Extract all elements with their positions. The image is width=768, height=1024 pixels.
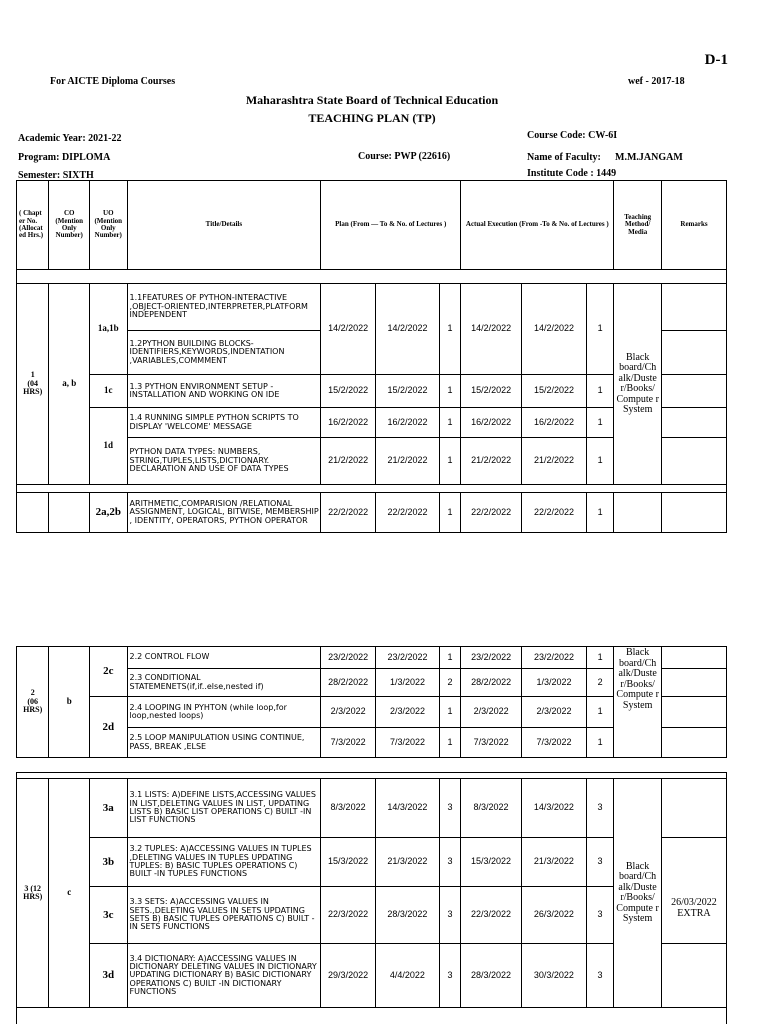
topic-title: 3.3 SETS: A)ACCESSING VALUES IN SETS.,DELETING VALUES IN SETS UPDATING SETS B) BASIC TUPLES OPERATIONS C) BUILT -IN SETS FUNCTIONS: [127, 887, 321, 944]
plan-from: 7/3/2022: [321, 728, 376, 758]
plan-to: 4/4/2022: [375, 944, 439, 1008]
faculty-label: Name of Faculty:: [527, 152, 601, 163]
plan-lectures: 3: [439, 887, 460, 944]
plan-to: 21/3/2022: [375, 838, 439, 887]
teaching-method: Black board/Ch alk/Duste r/Books/ Compute r System: [614, 284, 662, 485]
actual-lectures: 3: [586, 887, 613, 944]
plan-to: 15/2/2022: [376, 375, 440, 408]
remarks-cell: [662, 331, 727, 375]
teaching-plan-table-page1: [16, 180, 728, 536]
actual-lectures: 1: [586, 438, 613, 485]
remarks-cell: 26/03/2022 EXTRA: [661, 838, 726, 944]
topic-title: 2.4 LOOPING IN PYHTON (while loop,for loop,nested loops): [127, 697, 321, 728]
plan-from: 14/2/2022: [321, 284, 376, 375]
actual-to: 30/3/2022: [521, 944, 586, 1008]
plan-to: 28/3/2022: [375, 887, 439, 944]
actual-lectures: 1: [586, 493, 613, 533]
topic-title: 3.1 LISTS: A)DEFINE LISTS,ACCESSING VALUES IN LIST,DELETING VALUES IN LIST, UPDATING LISTS B) BASIC LIST OPERATIONS C) BUILT -IN LIST FUNCTIONS: [127, 779, 321, 838]
teaching-method: Black board/Ch alk/Duste r/Books/ Compute r System: [614, 779, 662, 1008]
actual-to: 21/2/2022: [522, 438, 587, 485]
table-row: [17, 284, 727, 331]
plan-lectures: 1: [439, 284, 460, 375]
topic-title: ARITHMETIC,COMPARISION /RELATIONAL ASSIGNMENT, LOGICAL, BITWISE, MEMBERSHIP , IDENTITY, OPERATORS, PYTHON OPERATOR: [127, 493, 321, 533]
col-uo-header: UO (Mention Only Number): [90, 181, 128, 270]
table-row: [17, 779, 727, 838]
actual-lectures: 3: [586, 944, 613, 1008]
actual-lectures: 1: [586, 375, 613, 408]
actual-to: 26/3/2022: [521, 887, 586, 944]
topic-title: 3.2 TUPLES: A)ACCESSING VALUES IN TUPLES ,DELETING VALUES IN TUPLES UPDATING TUPLES: B) BASIC TUPLES OPERATIONS C) BUILT -IN TUPLES FUNCTIONS: [127, 838, 321, 887]
actual-from: 21/2/2022: [461, 438, 522, 485]
plan-from: 22/2/2022: [321, 493, 376, 533]
semester: Semester: SIXTH: [18, 170, 94, 181]
remarks-cell: [662, 284, 727, 331]
plan-lectures: 2: [439, 669, 460, 697]
topic-title: 2.3 CONDITIONAL STATEMENETS(if,if..else,nested if): [127, 669, 321, 697]
actual-to: 1/3/2022: [522, 669, 587, 697]
co-cell: c: [49, 779, 90, 1008]
course-code: Course Code: CW-6I: [527, 130, 618, 141]
spacer-row: [17, 270, 727, 284]
actual-from: 23/2/2022: [461, 647, 522, 669]
academic-year: Academic Year: 2021-22: [18, 133, 122, 144]
faculty-name: M.M.JANGAM: [615, 152, 683, 163]
actual-to: 15/2/2022: [522, 375, 587, 408]
plan-lectures: 1: [439, 408, 460, 438]
plan-from: 21/2/2022: [321, 438, 376, 485]
plan-from: 16/2/2022: [321, 408, 376, 438]
plan-to: 14/2/2022: [376, 284, 440, 375]
co-cell: a, b: [49, 284, 90, 485]
spacer-row: [17, 1008, 727, 1024]
institute-code: Institute Code : 1449: [527, 168, 617, 179]
actual-lectures: 2: [586, 669, 613, 697]
plan-to: 1/3/2022: [376, 669, 440, 697]
actual-to: 16/2/2022: [522, 408, 587, 438]
wef-note: wef - 2017-18: [628, 76, 685, 87]
teaching-plan-table-section3: [16, 772, 728, 1024]
actual-lectures: 3: [586, 779, 613, 838]
teaching-method: Black board/Ch alk/Duste r/Books/ Compute r System: [614, 647, 662, 758]
actual-from: 14/2/2022: [461, 284, 522, 375]
aicte-note: For AICTE Diploma Courses: [50, 76, 176, 87]
uo-cell: 3c: [90, 887, 128, 944]
plan-lectures: 3: [439, 779, 460, 838]
chapter-cell: 1 (04 HRS): [17, 284, 49, 485]
uo-cell: 2a,2b: [90, 493, 128, 533]
actual-to: 22/2/2022: [522, 493, 587, 533]
uo-cell: 1d: [90, 408, 128, 485]
actual-from: 16/2/2022: [461, 408, 522, 438]
remarks-cell: [661, 669, 726, 697]
topic-title: 1.4 RUNNING SIMPLE PYTHON SCRIPTS TO DISPLAY 'WELCOME' MESSAGE: [127, 408, 321, 438]
doc-number: D-1: [704, 52, 728, 68]
plan-from: 2/3/2022: [321, 697, 376, 728]
col-method-header: Teaching Method/ Media: [614, 181, 662, 270]
board-name: Maharashtra State Board of Technical Education: [245, 93, 499, 107]
col-plan-header: Plan (From — To & No. of Lectures ): [321, 181, 461, 270]
topic-title: 2.2 CONTROL FLOW: [127, 647, 321, 669]
actual-from: 28/3/2022: [461, 944, 522, 1008]
remarks-cell: [662, 438, 727, 485]
plan-from: 15/3/2022: [321, 838, 376, 887]
plan-lectures: 3: [439, 944, 460, 1008]
teaching-plan-table-section2: [16, 646, 727, 758]
table-row: [17, 647, 727, 669]
plan-lectures: 1: [439, 438, 460, 485]
actual-from: 28/2/2022: [461, 669, 522, 697]
remarks-cell: [662, 493, 727, 533]
plan-to: 14/3/2022: [375, 779, 439, 838]
teaching-method: [614, 493, 662, 533]
remarks-cell: [662, 408, 727, 438]
plan-to: 23/2/2022: [376, 647, 440, 669]
plan-lectures: 1: [439, 697, 460, 728]
table-row: [17, 493, 727, 533]
actual-lectures: 3: [586, 838, 613, 887]
actual-from: 8/3/2022: [461, 779, 522, 838]
plan-from: 22/3/2022: [321, 887, 376, 944]
actual-from: 15/3/2022: [461, 838, 522, 887]
topic-title: 1.3 PYTHON ENVIRONMENT SETUP -INSTALLATION AND WORKING ON IDE: [127, 375, 321, 408]
actual-to: 2/3/2022: [522, 697, 587, 728]
topic-title: 2.5 LOOP MANIPULATION USING CONTINUE, PASS, BREAK ,ELSE: [127, 728, 321, 758]
actual-from: 22/3/2022: [461, 887, 522, 944]
remarks-cell: [661, 944, 726, 1008]
remarks-cell: [661, 697, 726, 728]
plan-lectures: 1: [439, 375, 460, 408]
plan-lectures: 1: [439, 647, 460, 669]
col-remarks-header: Remarks: [662, 181, 727, 270]
uo-cell: 3b: [90, 838, 128, 887]
actual-lectures: 1: [586, 697, 613, 728]
uo-cell: 3d: [90, 944, 128, 1008]
actual-to: 14/3/2022: [521, 779, 586, 838]
uo-cell: 1a,1b: [90, 284, 128, 375]
plan-lectures: 1: [439, 493, 460, 533]
topic-title: 3.4 DICTIONARY: A)ACCESSING VALUES IN DICTIONARY DELETING VALUES IN DICTIONARY UPDATING DICTIONARY B) BASIC DICTIONARY OPERATIONS C) BUILT -IN DICTIONARY FUNCTIONS: [127, 944, 321, 1008]
actual-to: 7/3/2022: [522, 728, 587, 758]
actual-lectures: 1: [586, 728, 613, 758]
actual-to: 21/3/2022: [521, 838, 586, 887]
program: Program: DIPLOMA: [18, 152, 111, 163]
actual-from: 2/3/2022: [461, 697, 522, 728]
plan-to: 16/2/2022: [376, 408, 440, 438]
uo-cell: 1c: [90, 375, 128, 408]
col-chapter-header: ( Chapt er No. (Allocat ed Hrs.): [17, 181, 49, 270]
actual-from: 15/2/2022: [461, 375, 522, 408]
plan-from: 28/2/2022: [321, 669, 376, 697]
actual-lectures: 1: [586, 647, 613, 669]
remarks-cell: [662, 375, 727, 408]
actual-from: 22/2/2022: [461, 493, 522, 533]
plan-from: 29/3/2022: [321, 944, 376, 1008]
chapter-cell: 3 (12 HRS): [17, 779, 49, 1008]
plan-to: 21/2/2022: [376, 438, 440, 485]
plan-to: 2/3/2022: [376, 697, 440, 728]
plan-to: 22/2/2022: [376, 493, 440, 533]
course: Course: PWP (22616): [358, 151, 451, 162]
plan-from: 15/2/2022: [321, 375, 376, 408]
topic-title: 1.2PYTHON BUILDING BLOCKS-IDENTIFIERS,KEYWORDS,INDENTATION ,VARIABLES,COMMMENT: [127, 331, 321, 375]
col-actual-header: Actual Execution (From -To & No. of Lectures ): [461, 181, 614, 270]
topic-title: PYTHON DATA TYPES: NUMBERS, STRING,TUPLES,LISTS,DICTIONARY. DECLARATION AND USE OF DATA TYPES: [127, 438, 321, 485]
plan-to: 7/3/2022: [376, 728, 440, 758]
plan-lectures: 3: [439, 838, 460, 887]
actual-lectures: 1: [586, 408, 613, 438]
actual-from: 7/3/2022: [461, 728, 522, 758]
col-co-header: CO (Mention Only Number): [49, 181, 90, 270]
actual-to: 14/2/2022: [522, 284, 587, 375]
topic-title: 1.1FEATURES OF PYTHON-INTERACTIVE ,OBJECT-ORIENTED,INTERPRETER,PLATFORM INDEPENDENT: [127, 284, 321, 331]
uo-cell: 2d: [90, 697, 128, 758]
uo-cell: 2c: [90, 647, 128, 697]
actual-lectures: 1: [586, 284, 613, 375]
col-title-header: Title/Details: [127, 181, 321, 270]
plan-from: 23/2/2022: [321, 647, 376, 669]
remarks-cell: [661, 728, 726, 758]
remarks-cell: [661, 647, 726, 669]
spacer-row: [17, 485, 727, 493]
plan-lectures: 1: [439, 728, 460, 758]
co-cell: b: [49, 647, 90, 758]
plan-title: TEACHING PLAN (TP): [308, 111, 436, 125]
uo-cell: 3a: [90, 779, 128, 838]
co-cell: [49, 493, 90, 533]
chapter-cell: [17, 493, 49, 533]
plan-from: 8/3/2022: [321, 779, 376, 838]
chapter-cell: 2 (06 HRS): [17, 647, 49, 758]
remarks-cell: [661, 779, 726, 838]
actual-to: 23/2/2022: [522, 647, 587, 669]
